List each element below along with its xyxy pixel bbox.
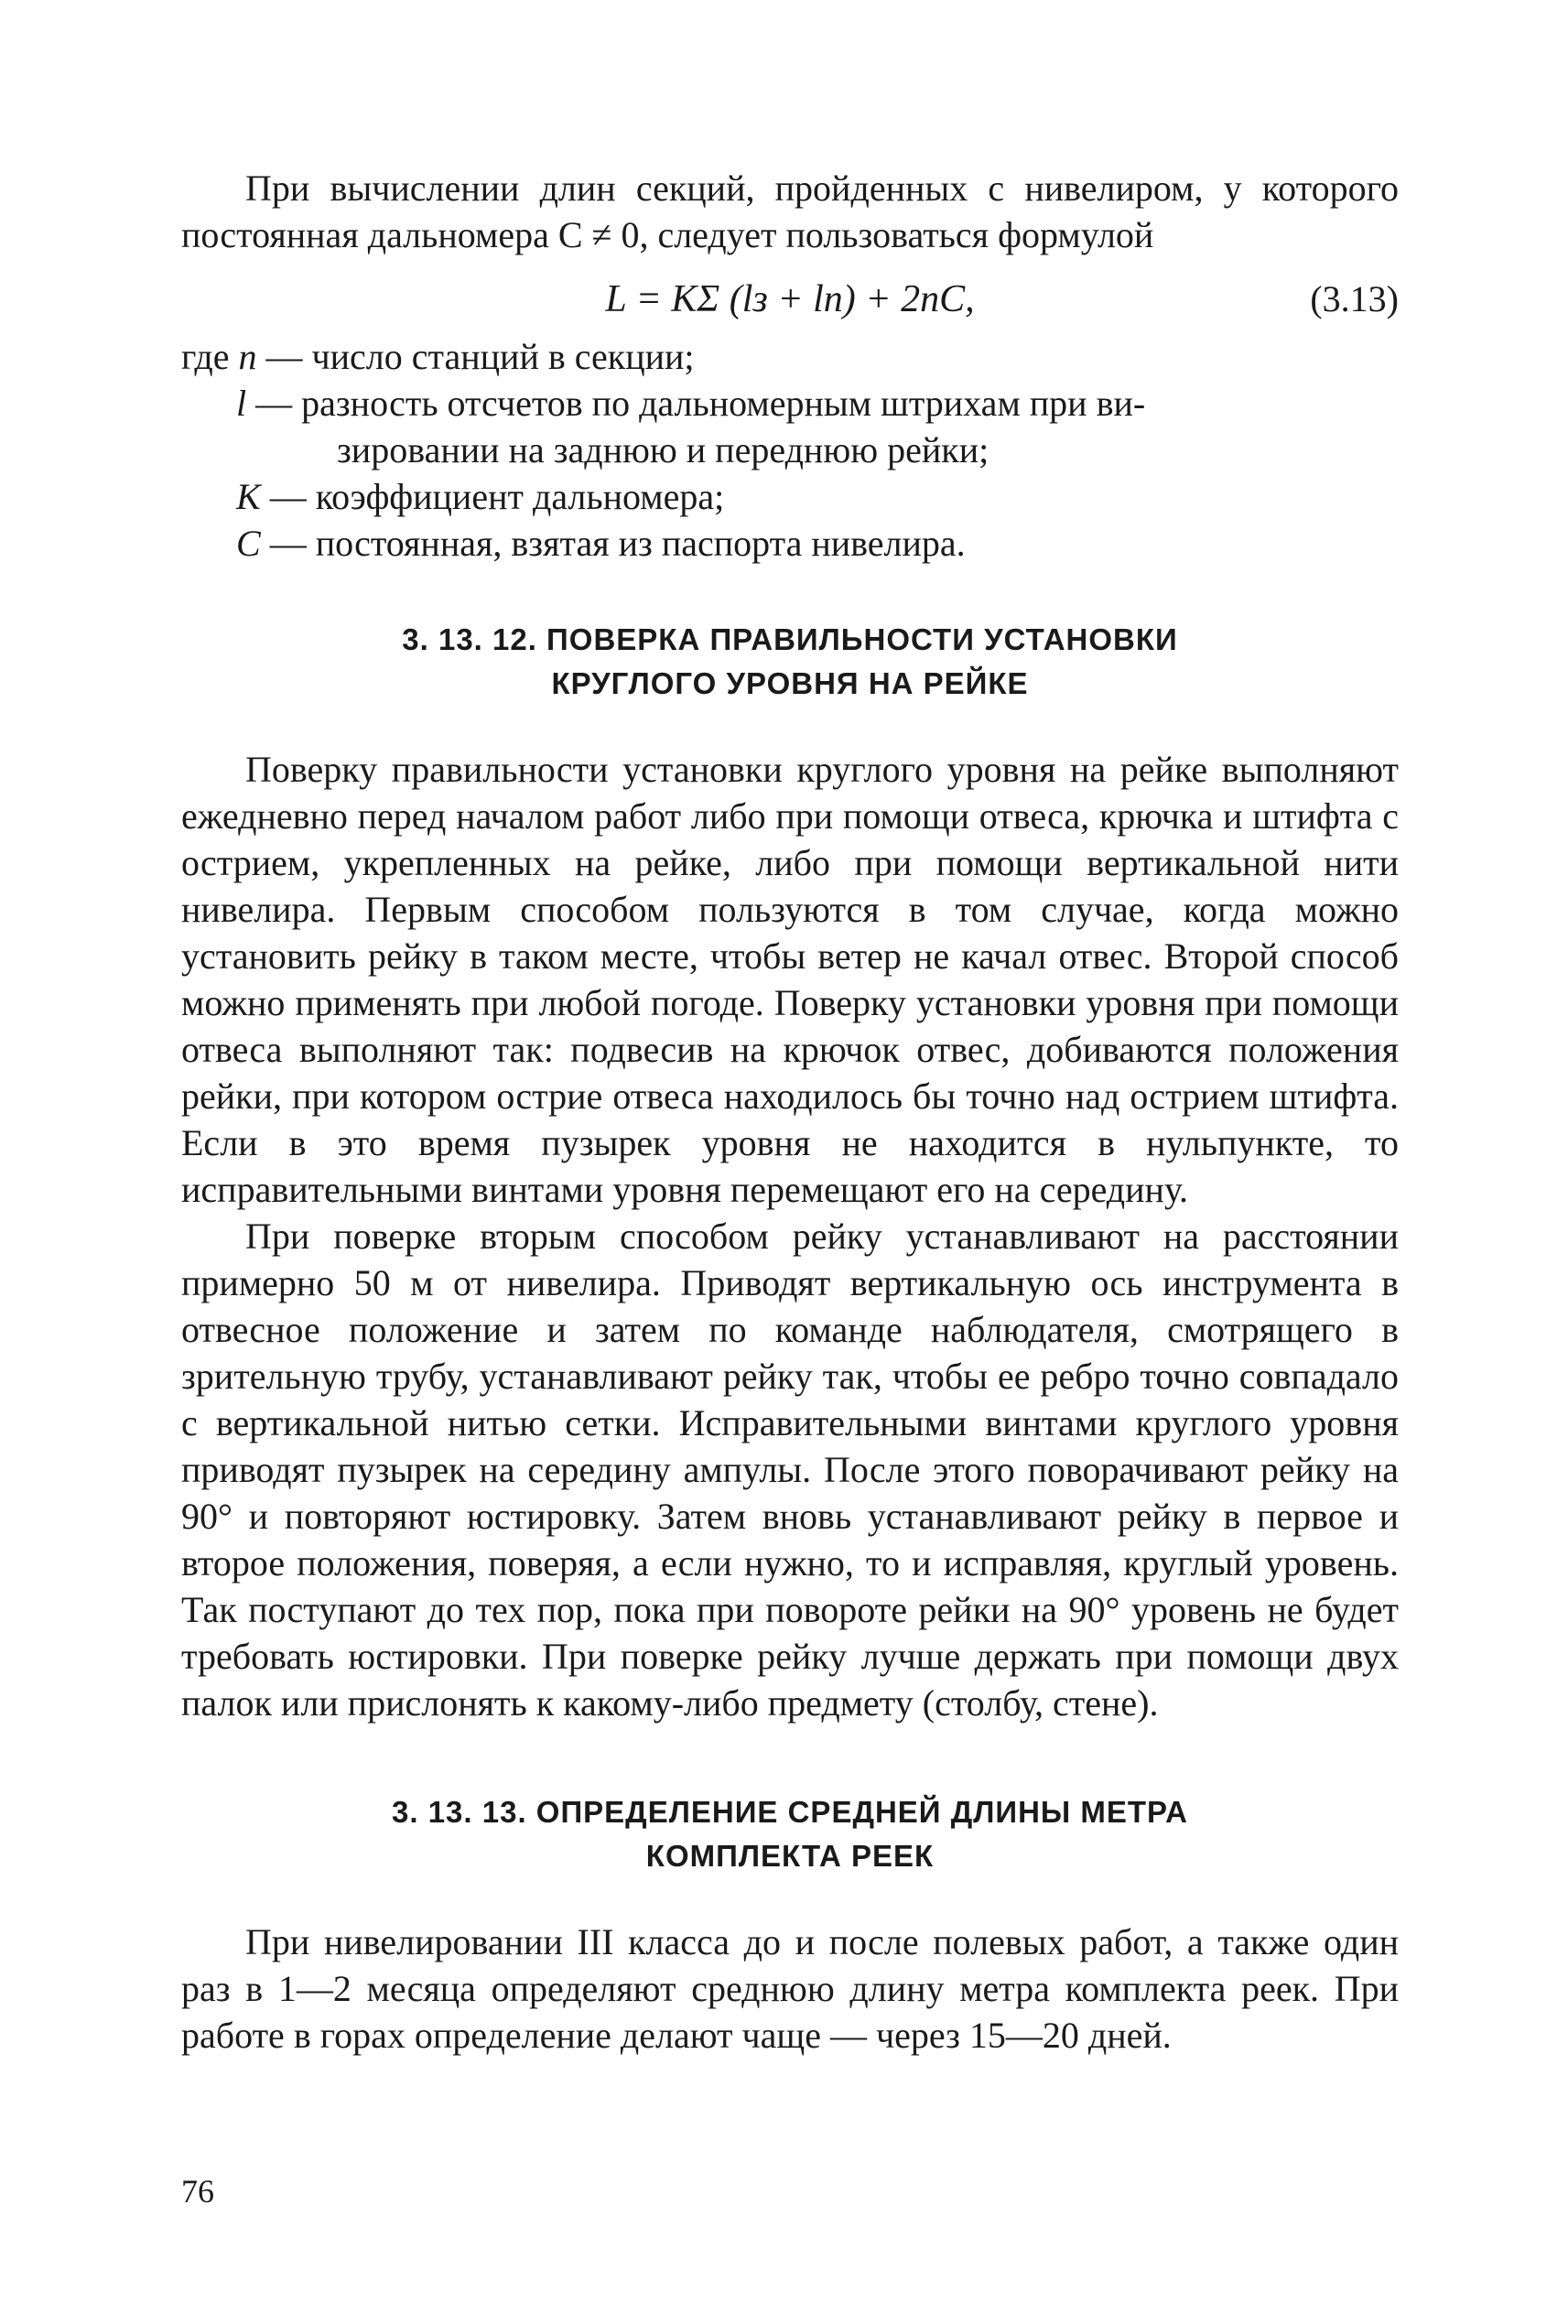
page-content <box>181 165 1399 2059</box>
definition-symbol: C <box>236 523 261 564</box>
section-2-paragraph-1: При нивелировании III класса до и после полевых работ, а также один раз в 1—2 месяца определяют среднюю длину метра комплекта реек. При работе в горах определение делают чаще — через 15—20 дней. <box>181 1921 1399 2056</box>
definition-text: — постоянная, взятая из паспорта нивелира. <box>269 523 966 564</box>
formula-number: (3.13) <box>1310 278 1399 319</box>
section-1-paragraph-1: Поверку правильности установки круглого уровня на рейке выполняют ежедневно перед началом работ либо при помощи отвеса, крючка и штифта с острием, укрепленных на рейке, либо при помощи вертикальной нити нивелира. Первым способом пользуются в том случае, когда можно установить рейку в таком месте, чтобы ветер не качал отвес. Второй способ можно применять при любой погоде. Поверку установки уровня при помощи отвеса выполняют так: подвесив на крючок отвес, добиваются положения рейки, при котором острие отвеса находилось бы точно над острием штифта. Если в это время пузырек уровня не находится в нульпункте, то исправительными винтами уровня перемещают его на середину. <box>181 749 1399 1210</box>
definition-symbol: n <box>238 336 257 377</box>
heading-line: КРУГЛОГО УРОВНЯ НА РЕЙКЕ <box>551 666 1029 700</box>
definition-text-continued: зировании на заднюю и переднюю рейки; <box>337 429 989 470</box>
definition-symbol: K <box>236 476 261 517</box>
definition-item-l-continued <box>181 427 1399 473</box>
definitions-list <box>181 333 1399 567</box>
formula-3-13: L = KΣ (lз + lп) + 2nC, <box>605 278 975 320</box>
section-heading-3-13-12 <box>181 618 1399 706</box>
definition-item-k <box>181 473 1399 520</box>
definition-item-l <box>181 380 1399 427</box>
heading-line: 3. 13. 12. ПОВЕРКА ПРАВИЛЬНОСТИ УСТАНОВКИ <box>402 622 1178 656</box>
definition-text: — коэффициент дальномера; <box>269 476 725 517</box>
page-number: 76 <box>181 2173 214 2210</box>
definition-text: — число станций в секции; <box>265 336 695 377</box>
heading-line: КОМПЛЕКТА РЕЕК <box>645 1839 935 1873</box>
definition-symbol: l <box>236 383 247 424</box>
definition-item-n <box>181 333 1399 380</box>
definition-text: — разность отсчетов по дальномерным штрихам при ви- <box>255 383 1146 424</box>
section-1-paragraph-2: При поверке вторым способом рейку устанавливают на расстоянии примерно 50 м от нивелира. Приводят вертикальную ось инструмента в отвесное положение и затем по команде наблюдателя, смотрящего в зрительную трубу, устанавливают рейку так, чтобы ее ребро точно совпадало с вертикальной нитью сетки. Исправительными винтами круглого уровня приводят пузырек на середину ампулы. После этого поворачивают рейку на 90° и повторяют юстировку. Затем вновь устанавливают рейку в первое и второе положения, поверяя, а если нужно, то и исправляя, круглый уровень. Так поступают до тех пор, пока при повороте рейки на 90° уровень не будет требовать юстировки. При поверке рейку лучше держать при помощи двух палок или прислонять к какому-либо предмету (столбу, стене). <box>181 1216 1399 1724</box>
definitions-lead: где <box>181 336 230 377</box>
section-heading-3-13-13 <box>181 1790 1399 1878</box>
heading-line: 3. 13. 13. ОПРЕДЕЛЕНИЕ СРЕДНЕЙ ДЛИНЫ МЕТРА <box>392 1795 1188 1829</box>
definition-item-c <box>181 520 1399 567</box>
intro-paragraph: При вычислении длин секций, пройденных с нивелиром, у которого постоянная дальномера C ≠ 0, следует пользоваться формулой <box>181 168 1399 255</box>
formula-row <box>181 271 1399 328</box>
